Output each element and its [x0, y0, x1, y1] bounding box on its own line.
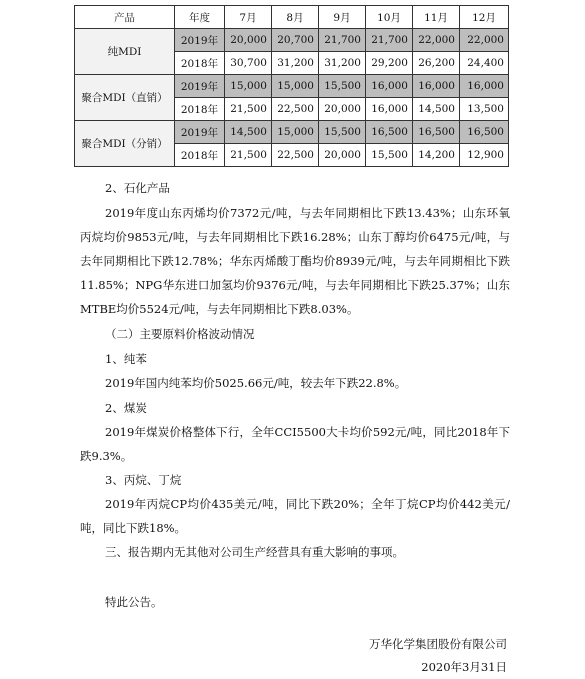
coal-paragraph: 2019年煤炭价格整体下行，全年CCI5500大卡均价592元/吨，同比2018年下跌9.3%。: [80, 425, 510, 463]
price-table: [74, 5, 509, 167]
notice-text: 特此公告。: [105, 595, 163, 609]
product-cell: 纯MDI: [75, 29, 175, 75]
header-cell: 7月: [225, 6, 272, 29]
benzene-heading: 1、纯苯: [105, 352, 147, 366]
price-cell: 14,500: [225, 121, 272, 144]
price-cell: 16,000: [413, 75, 460, 98]
year-cell: 2019年: [175, 121, 225, 144]
header-cell: 10月: [366, 6, 413, 29]
year-cell: 2018年: [175, 52, 225, 75]
header-cell: 产品: [75, 6, 175, 29]
petro-paragraph: 2019年度山东丙烯均价7372元/吨，与去年同期相比下跌13.43%；山东环氧丙烷均价9853元/吨，与去年同期相比下跌16.28%；山东丁醇均价6475元/吨，与去年同期相比下跌12.78%；华东丙烯酸丁酯均价8939元/吨，与去年同期相比下跌11.85%；NPG华东进口加氢均价9376元/吨，与去年同期相比下跌25.37%；山东MTBE均价5524元/吨，与去年同期相比下跌8.03%。: [80, 206, 510, 316]
price-cell: 21,500: [225, 98, 272, 121]
table-header-row: [75, 6, 509, 29]
price-cell: 22,500: [272, 98, 319, 121]
price-cell: 22,000: [413, 29, 460, 52]
item-three: 三、报告期内无其他对公司生产经营具有重大影响的事项。: [105, 545, 404, 559]
price-cell: 16,500: [460, 121, 509, 144]
signature-date: 2020年3月31日: [421, 660, 507, 674]
product-cell: 聚合MDI（直销）: [75, 75, 175, 121]
price-cell: 16,500: [366, 121, 413, 144]
price-cell: 14,500: [413, 98, 460, 121]
price-cell: 16,500: [413, 121, 460, 144]
table-row: [75, 121, 509, 144]
year-cell: 2019年: [175, 29, 225, 52]
price-cell: 21,500: [225, 144, 272, 167]
header-cell: 12月: [460, 6, 509, 29]
raw-material-heading: （二）主要原料价格波动情况: [105, 327, 255, 341]
price-cell: 29,200: [366, 52, 413, 75]
price-cell: 15,500: [319, 121, 366, 144]
price-cell: 20,000: [225, 29, 272, 52]
price-cell: 14,200: [413, 144, 460, 167]
benzene-paragraph: 2019年国内纯苯均价5025.66元/吨，较去年下跌22.8%。: [105, 376, 407, 390]
price-cell: 22,500: [272, 144, 319, 167]
price-cell: 21,700: [366, 29, 413, 52]
coal-heading: 2、煤炭: [105, 401, 147, 415]
price-cell: 20,000: [319, 98, 366, 121]
price-cell: 22,000: [460, 29, 509, 52]
price-cell: 16,000: [366, 98, 413, 121]
price-cell: 31,200: [272, 52, 319, 75]
header-cell: 8月: [272, 6, 319, 29]
price-cell: 16,000: [460, 75, 509, 98]
price-cell: 21,700: [319, 29, 366, 52]
header-cell: 11月: [413, 6, 460, 29]
price-cell: 15,500: [319, 75, 366, 98]
header-cell: 年度: [175, 6, 225, 29]
price-cell: 24,400: [460, 52, 509, 75]
price-cell: 20,000: [319, 144, 366, 167]
price-cell: 16,000: [366, 75, 413, 98]
lpg-heading: 3、丙烷、丁烷: [105, 473, 182, 487]
table-row: [75, 29, 509, 52]
price-cell: 15,000: [225, 75, 272, 98]
header-cell: 9月: [319, 6, 366, 29]
price-cell: 26,200: [413, 52, 460, 75]
year-cell: 2019年: [175, 75, 225, 98]
product-cell: 聚合MDI（分销）: [75, 121, 175, 167]
price-cell: 30,700: [225, 52, 272, 75]
lpg-paragraph: 2019年丙烷CP均价435美元/吨，同比下跌20%；全年丁烷CP均价442美元/吨，同比下跌18%。: [80, 497, 510, 535]
year-cell: 2018年: [175, 144, 225, 167]
price-cell: 13,500: [460, 98, 509, 121]
price-cell: 31,200: [319, 52, 366, 75]
petro-heading: 2、石化产品: [105, 181, 170, 195]
year-cell: 2018年: [175, 98, 225, 121]
price-cell: 15,000: [272, 75, 319, 98]
table-row: [75, 75, 509, 98]
price-cell: 20,700: [272, 29, 319, 52]
company-signature: 万华化学集团股份有限公司: [369, 637, 507, 651]
price-cell: 15,500: [366, 144, 413, 167]
price-cell: 12,900: [460, 144, 509, 167]
price-cell: 15,000: [272, 121, 319, 144]
